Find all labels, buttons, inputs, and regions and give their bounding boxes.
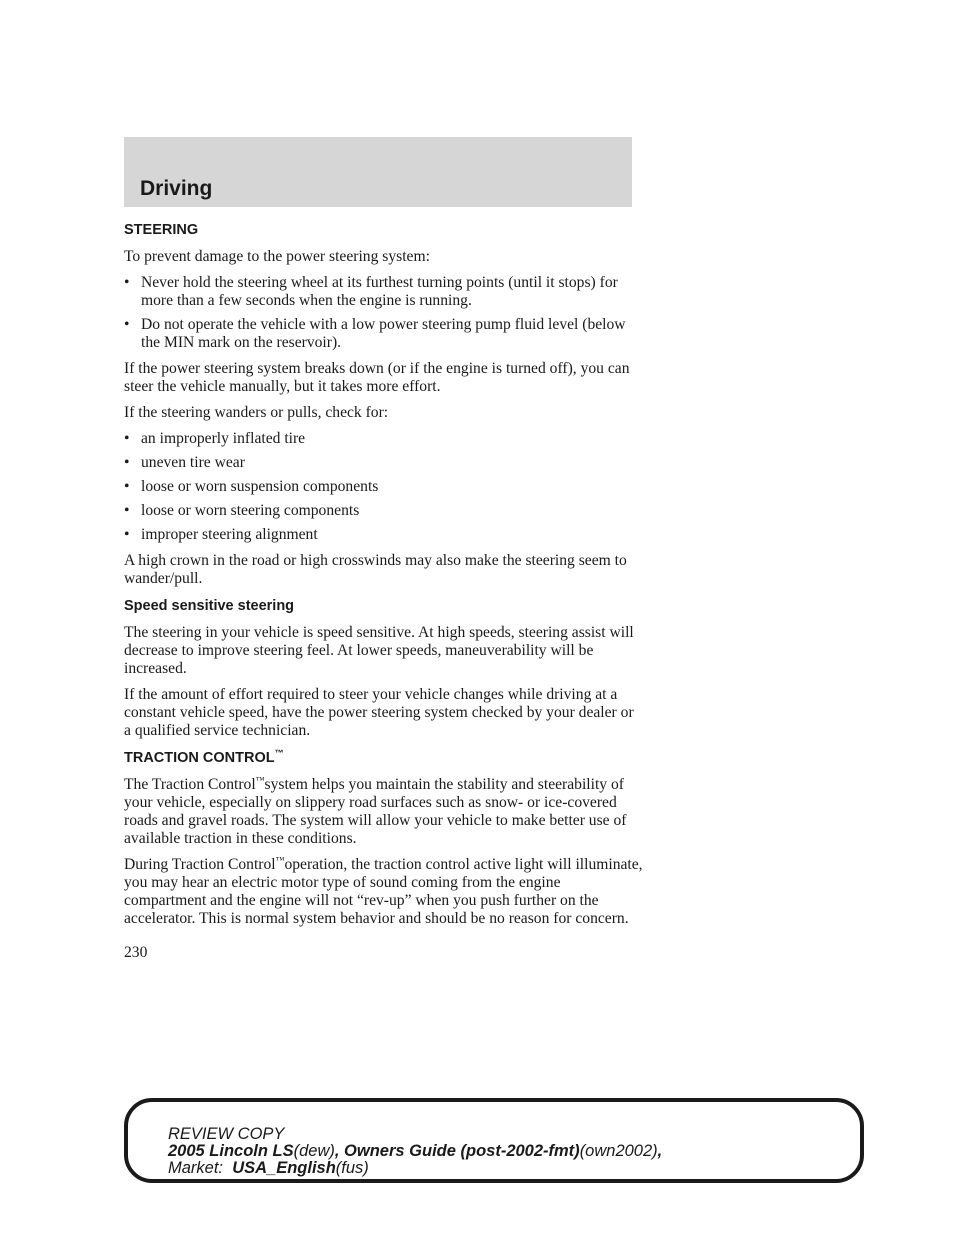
section-title: Driving [140, 177, 213, 200]
review-model: 2005 Lincoln LS [168, 1142, 294, 1160]
list-item: • an improperly inflated tire [124, 430, 644, 448]
list-item: • loose or worn steering components [124, 502, 644, 520]
traction-p1-rest: system helps you maintain the stability and steerability of your vehicle, especially on slippery road surfaces such as snow- or ice-covered roads and gravel roads. The system will allow your vehicle to make better use of available traction in these conditions. [124, 776, 627, 847]
review-guide: , Owners Guide (post-2002-fmt) [334, 1142, 580, 1160]
traction-paragraph-2 [124, 856, 644, 928]
review-copy-label: REVIEW COPY [168, 1125, 285, 1143]
speed-sensitive-paragraph-2: If the amount of effort required to steer your vehicle changes while driving at a constant vehicle speed, have the power steering system checked by your dealer or a qualified service technician. [124, 686, 634, 739]
list-item: • Never hold the steering wheel at its furthest turning points (until it stops) for more than a few seconds when the engine is running. [124, 274, 644, 310]
traction-p2-rest: operation, the traction control active light will illuminate, you may hear an electric motor type of sound coming from the engine compartment and the engine will not “rev-up” when you push further on the accelerator. This is normal system behavior and should be no reason for concern. [124, 856, 643, 927]
review-copy-box [124, 1098, 864, 1183]
review-market-code: (fus) [335, 1159, 369, 1177]
traction-heading-text: TRACTION CONTROL [124, 750, 275, 766]
traction-paragraph-1 [124, 776, 644, 848]
speed-sensitive-paragraph-1: The steering in your vehicle is speed sensitive. At high speeds, steering assist will decrease to improve steering feel. At lower speeds, maneuverability will be increased. [124, 624, 634, 677]
review-document-line [168, 1143, 662, 1160]
page-number: 230 [124, 944, 148, 961]
steering-wanders-paragraph: If the steering wanders or pulls, check for: [124, 404, 389, 421]
page-content [124, 220, 644, 936]
review-guide-code: (own2002) [579, 1142, 658, 1160]
trademark-symbol: ™ [274, 748, 284, 759]
steering-breakdown-paragraph: If the power steering system breaks down (or if the engine is turned off), you can steer the vehicle manually, but it takes more effort. [124, 360, 630, 395]
section-header-band [124, 137, 632, 207]
review-market-line [168, 1160, 662, 1177]
trademark-symbol: ™ [275, 854, 285, 865]
traction-control-heading [124, 748, 644, 768]
list-item: • loose or worn suspension components [124, 478, 644, 496]
steering-heading: STEERING [124, 222, 199, 238]
review-model-code: (dew) [293, 1142, 335, 1160]
review-market-label: Market: [168, 1159, 224, 1177]
review-comma: , [657, 1142, 663, 1160]
review-copy-text [168, 1126, 662, 1177]
list-item: • Do not operate the vehicle with a low power steering pump fluid level (below the MIN mark on the reservoir). [124, 316, 644, 352]
review-market: USA_English [232, 1159, 336, 1177]
traction-p1-start: The Traction Control [124, 776, 256, 793]
list-item: • improper steering alignment [124, 526, 644, 544]
list-item: • uneven tire wear [124, 454, 644, 472]
steering-intro: To prevent damage to the power steering system: [124, 248, 430, 265]
steering-checklist [124, 430, 644, 544]
traction-p2-start: During Traction Control [124, 856, 276, 873]
steering-crown-paragraph: A high crown in the road or high crosswinds may also make the steering seem to wander/pull. [124, 552, 627, 587]
trademark-symbol: ™ [255, 774, 265, 785]
steering-warnings-list [124, 274, 644, 352]
speed-sensitive-heading: Speed sensitive steering [124, 598, 295, 614]
